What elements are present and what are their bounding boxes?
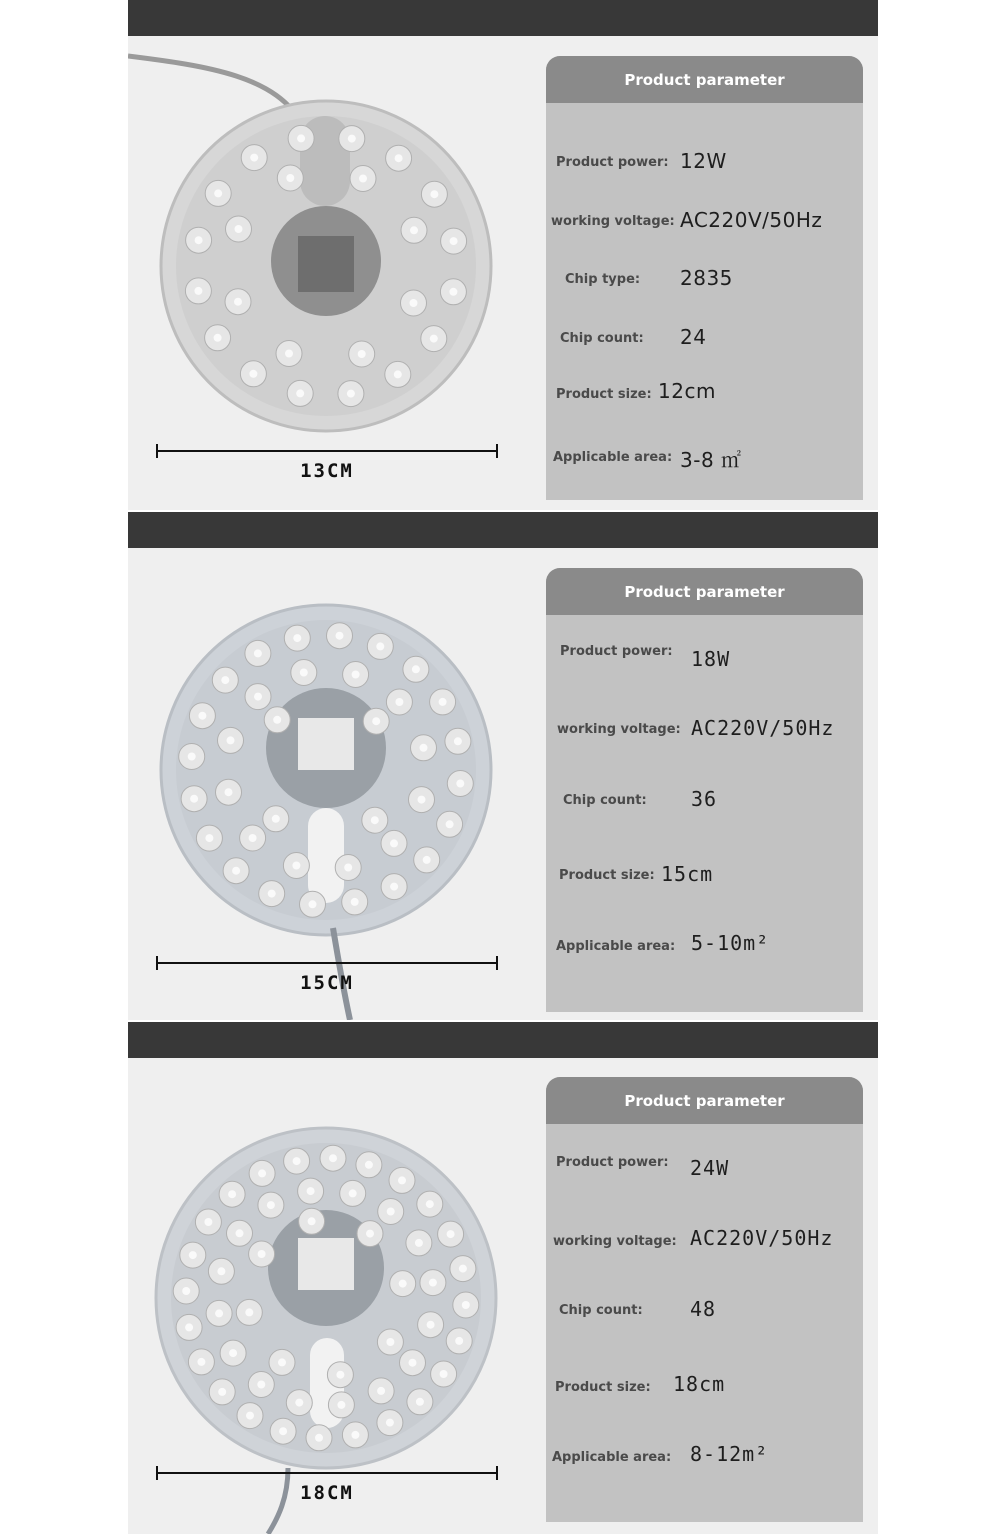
led-chip-core: [267, 1201, 275, 1209]
param-value: 12cm: [658, 379, 716, 403]
led-chip-core: [295, 1399, 303, 1407]
led-chip-core: [254, 649, 262, 657]
led-chip-core: [286, 174, 294, 182]
led-chip-core: [293, 634, 301, 642]
led-chip-core: [234, 298, 242, 306]
led-chip-core: [236, 1229, 244, 1237]
param-label: Product size:: [555, 1380, 651, 1395]
param-value: 24W: [690, 1156, 730, 1180]
param-row-chip-count: [546, 787, 863, 817]
param-row-voltage: [546, 716, 863, 746]
led-chip-core: [416, 1398, 424, 1406]
led-chip-core: [215, 1309, 223, 1317]
param-row-area: [546, 1442, 863, 1472]
led-chip-core: [359, 175, 367, 183]
param-label: Chip count:: [560, 331, 644, 346]
led-chip-core: [439, 698, 447, 706]
param-label: Applicable area:: [552, 1450, 672, 1465]
param-label: Product size:: [559, 868, 655, 883]
led-chip-core: [197, 1358, 205, 1366]
led-chip-core: [249, 834, 257, 842]
param-value: 24: [680, 325, 707, 349]
panel-title: Product parameter: [546, 568, 863, 615]
led-chip-core: [449, 288, 457, 296]
led-chip-core: [410, 299, 418, 307]
led-chip-core: [459, 1265, 467, 1273]
param-row-chip-count: [546, 325, 863, 355]
param-row-voltage: [546, 1226, 863, 1256]
param-value: 12W: [680, 149, 727, 173]
param-value: 2835: [680, 266, 733, 290]
param-value: 8-12m²: [690, 1442, 769, 1466]
led-chip-core: [293, 1157, 301, 1165]
param-value: 18cm: [673, 1372, 726, 1396]
led-chip-core: [229, 1349, 237, 1357]
led-chip-core: [214, 189, 222, 197]
led-chip-core: [257, 1381, 265, 1389]
led-chip-core: [245, 1308, 253, 1316]
led-chip-core: [296, 389, 304, 397]
led-chip-core: [351, 1431, 359, 1439]
led-chip-core: [430, 335, 438, 343]
led-chip-core: [430, 190, 438, 198]
parameter-panel: [546, 1077, 863, 1522]
led-chip-core: [358, 350, 366, 358]
led-chip-core: [387, 1208, 395, 1216]
led-chip-core: [228, 1190, 236, 1198]
param-value: 3-8 ㎡: [680, 448, 742, 472]
led-chip-core: [272, 815, 280, 823]
param-value: AC220V/50Hz: [691, 716, 835, 740]
led-chip-core: [447, 1230, 455, 1238]
led-chip-core: [365, 1161, 373, 1169]
product-section-24w: [128, 1022, 878, 1534]
led-chip-core: [195, 236, 203, 244]
led-chip-core: [455, 1337, 463, 1345]
param-value: 36: [691, 787, 718, 811]
param-row-power: [546, 638, 863, 671]
product-section-12w: [128, 0, 878, 510]
led-chip-core: [268, 890, 276, 898]
param-value: AC220V/50Hz: [680, 208, 823, 232]
led-chip-core: [217, 1267, 225, 1275]
dimension-label: 13CM: [300, 460, 354, 482]
param-value: 48: [690, 1297, 717, 1321]
led-chip-core: [232, 867, 240, 875]
led-module-image: [128, 1058, 538, 1534]
led-module-image: [128, 36, 538, 476]
led-chip-core: [410, 226, 418, 234]
led-chip-core: [386, 1338, 394, 1346]
led-chip-core: [446, 820, 454, 828]
led-chip-core: [462, 1301, 470, 1309]
led-chip-core: [426, 1200, 434, 1208]
led-chip-core: [390, 839, 398, 847]
param-label: Product power:: [556, 1155, 669, 1170]
led-chip-core: [214, 334, 222, 342]
led-chip-core: [412, 665, 420, 673]
led-chip-core: [440, 1370, 448, 1378]
led-chip-core: [250, 154, 258, 162]
led-chip-core: [456, 780, 464, 788]
led-chip-core: [352, 671, 360, 679]
led-chip-core: [308, 1217, 316, 1225]
led-chip-core: [235, 225, 243, 233]
param-row-power: [546, 1149, 863, 1179]
param-row-size: [546, 862, 863, 892]
param-row-chip-type: [546, 266, 863, 296]
led-chip-core: [349, 1189, 357, 1197]
param-row-area: [546, 931, 863, 961]
led-chip-core: [454, 737, 462, 745]
led-chip-core: [329, 1154, 337, 1162]
param-label: Chip count:: [559, 1303, 643, 1318]
led-chip-core: [205, 834, 213, 842]
led-chip-core: [398, 1176, 406, 1184]
param-row-voltage: [546, 208, 863, 238]
led-chip-core: [418, 796, 426, 804]
section-header-bar: [128, 512, 878, 548]
led-chip-core: [279, 1427, 287, 1435]
led-chip-core: [390, 883, 398, 891]
param-label: working voltage:: [557, 722, 681, 737]
parameter-panel: [546, 568, 863, 1012]
led-chip-core: [386, 1419, 394, 1427]
led-chip-core: [427, 1321, 435, 1329]
led-chip-core: [366, 1230, 374, 1238]
led-chip-core: [429, 1279, 437, 1287]
led-chip-core: [189, 1251, 197, 1259]
led-chip-core: [225, 788, 233, 796]
led-chip-core: [415, 1239, 423, 1247]
led-chip-core: [344, 864, 352, 872]
panel-title: Product parameter: [546, 1077, 863, 1124]
section-header-bar: [128, 1022, 878, 1058]
led-chip-core: [347, 390, 355, 398]
led-chip-core: [420, 744, 428, 752]
param-label: Product power:: [560, 644, 673, 659]
led-chip-core: [377, 1387, 385, 1395]
led-chip-core: [297, 134, 305, 142]
led-chip-core: [254, 693, 262, 701]
led-chip-core: [371, 816, 379, 824]
led-chip-core: [423, 856, 431, 864]
param-value: 18W: [691, 647, 731, 671]
led-chip-core: [198, 712, 206, 720]
param-label: Product power:: [556, 155, 669, 170]
led-chip-core: [307, 1187, 315, 1195]
led-chip-core: [194, 287, 202, 295]
param-row-power: [546, 149, 863, 179]
led-chip-core: [348, 135, 356, 143]
led-chip-core: [190, 795, 198, 803]
led-chip-core: [395, 154, 403, 162]
led-chip-core: [292, 862, 300, 870]
led-chip-core: [188, 753, 196, 761]
led-chip-core: [309, 900, 317, 908]
param-label: working voltage:: [551, 214, 675, 229]
param-label: Chip type:: [565, 272, 641, 287]
led-chip-core: [273, 716, 281, 724]
param-row-area: [546, 444, 863, 474]
product-section-18w: [128, 512, 878, 1020]
dimension-label: 15CM: [300, 972, 354, 994]
led-chip-core: [285, 350, 293, 358]
led-chip-core: [300, 669, 308, 677]
led-chip-core: [204, 1218, 212, 1226]
led-chip-core: [227, 736, 235, 744]
led-chip-core: [450, 237, 458, 245]
led-chip-core: [336, 632, 344, 640]
dimension-label: 18CM: [300, 1482, 354, 1504]
led-chip-core: [337, 1401, 345, 1409]
section-header-bar: [128, 0, 878, 36]
param-label: Chip count:: [563, 793, 647, 808]
led-chip-core: [394, 370, 402, 378]
parameter-panel: [546, 56, 863, 500]
led-chip-core: [409, 1359, 417, 1367]
led-chip-core: [336, 1371, 344, 1379]
led-chip-core: [182, 1287, 190, 1295]
led-chip-core: [218, 1388, 226, 1396]
param-row-chip-count: [546, 1297, 863, 1327]
param-value: 15cm: [661, 862, 714, 886]
led-chip-core: [376, 642, 384, 650]
led-chip-core: [258, 1169, 266, 1177]
led-chip-core: [395, 698, 403, 706]
led-chip-core: [372, 717, 380, 725]
led-module-image: [128, 548, 538, 1020]
param-label: working voltage:: [553, 1234, 677, 1249]
param-label: Applicable area:: [553, 450, 673, 465]
led-chip-core: [315, 1434, 323, 1442]
param-label: Product size:: [556, 387, 652, 402]
led-chip-core: [246, 1412, 254, 1420]
param-value: 5-10m²: [691, 931, 770, 955]
led-chip-core: [351, 898, 359, 906]
led-chip-core: [399, 1280, 407, 1288]
param-row-size: [546, 379, 863, 409]
param-label: Applicable area:: [556, 939, 676, 954]
led-chip-core: [258, 1250, 266, 1258]
led-chip-core: [221, 676, 229, 684]
param-value: AC220V/50Hz: [690, 1226, 834, 1250]
param-row-size: [546, 1372, 863, 1402]
panel-title: Product parameter: [546, 56, 863, 103]
led-chip-core: [185, 1323, 193, 1331]
led-chip-core: [249, 370, 257, 378]
led-chip-core: [278, 1358, 286, 1366]
